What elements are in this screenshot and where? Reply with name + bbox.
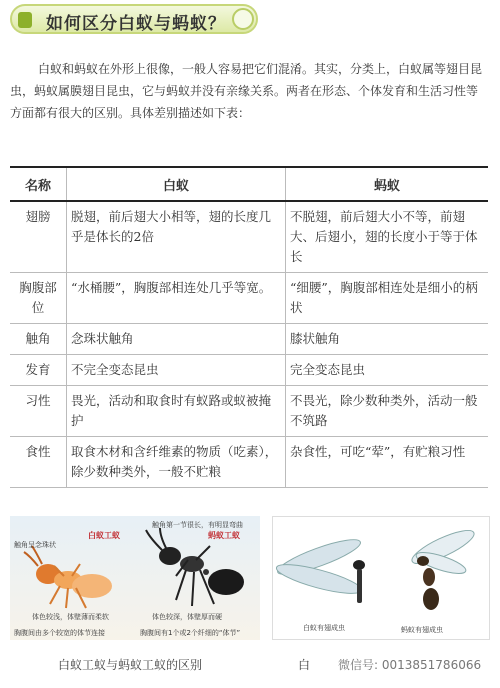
row-ant: 不脱翅，前后翅大小不等，前翅大、后翅小，翅的长度小于等于体长 — [286, 201, 489, 273]
termite-waist-label: 胸腹间由多个较宽的体节连接 — [14, 629, 105, 637]
termite-body-label: 体色较浅，体壁薄而柔软 — [32, 613, 109, 621]
ant-waist-label: 胸腹间有1个或2个纤细的“体节” — [140, 629, 241, 637]
wechat-watermark: 微信号: 0013851786066 — [338, 658, 482, 672]
winged-ant-figure — [408, 524, 477, 610]
termite-worker-title: 白蚁工蚁 — [88, 531, 120, 540]
right-figure-caption: 白 — [298, 658, 311, 672]
row-ant: “细腰”，胸腹部相连处是细小的柄状 — [286, 273, 489, 324]
worker-comparison-image — [10, 516, 260, 640]
ant-body-label: 体色较深，体壁厚而硬 — [152, 613, 222, 621]
termite-antenna-label: 触角呈念珠状 — [14, 541, 56, 549]
table-header-row — [10, 167, 488, 201]
row-termite: 畏光，活动和取食时有蚁路或蚁被掩护 — [67, 386, 286, 437]
section-title-banner — [10, 4, 258, 34]
intro-paragraph: 白蚁和蚂蚁在外形上很像，一般人容易把它们混淆。其实，分类上，白蚁属等翅目昆虫，蚂蚁属膜翅目昆虫，它与蚂蚁并没有亲缘关系。两者在形态、个体发育和生活习性等方面都有很大的区别。具体差别描述如下表： — [10, 62, 483, 120]
table-row — [10, 273, 488, 324]
termite-figure — [24, 546, 112, 608]
row-name: 发育 — [10, 355, 67, 386]
table-row — [10, 324, 488, 355]
table-row — [10, 355, 488, 386]
title-end-ring — [232, 8, 254, 30]
comparison-table — [10, 166, 488, 488]
row-name: 触角 — [10, 324, 67, 355]
row-name: 习性 — [10, 386, 67, 437]
row-name: 胸腹部位 — [10, 273, 67, 324]
table-row — [10, 201, 488, 273]
table-row — [10, 386, 488, 437]
winged-adults-image — [272, 516, 490, 640]
row-ant: 膝状触角 — [286, 324, 489, 355]
row-name: 翅膀 — [10, 201, 67, 273]
left-figure-caption: 白蚁工蚁与蚂蚁工蚁的区别 — [58, 658, 203, 672]
title-accent-bar — [18, 12, 32, 28]
row-termite: 念珠状触角 — [67, 324, 286, 355]
ant-worker-title: 蚂蚁工蚁 — [208, 531, 240, 540]
header-name: 名称 — [10, 167, 67, 201]
row-termite: 不完全变态昆虫 — [67, 355, 286, 386]
header-termite: 白蚁 — [67, 167, 286, 201]
winged-ant-label: 蚂蚁有翅成虫 — [401, 626, 443, 634]
row-name: 食性 — [10, 437, 67, 488]
row-termite: 脱翅，前后翅大小相等，翅的长度几乎是体长的2倍 — [67, 201, 286, 273]
row-ant: 完全变态昆虫 — [286, 355, 489, 386]
winged-termite-label: 白蚁有翅成虫 — [303, 624, 345, 632]
row-ant: 杂食性，可吃“荤”，有贮粮习性 — [286, 437, 489, 488]
row-termite: “水桶腰”，胸腹部相连处几乎等宽。 — [67, 273, 286, 324]
winged-adults-illustration — [273, 517, 490, 640]
ant-antenna-label: 触角第一节很长，有明显弯曲 — [152, 521, 243, 529]
table-row — [10, 437, 488, 488]
row-ant: 不畏光，除少数种类外，活动一般不筑路 — [286, 386, 489, 437]
row-termite: 取食木材和含纤维素的物质（吃素），除少数种类外，一般不贮粮 — [67, 437, 286, 488]
section-title: 如何区分白蚁与蚂蚁？ — [46, 14, 226, 34]
header-ant: 蚂蚁 — [286, 167, 489, 201]
winged-termite-figure — [274, 533, 365, 603]
